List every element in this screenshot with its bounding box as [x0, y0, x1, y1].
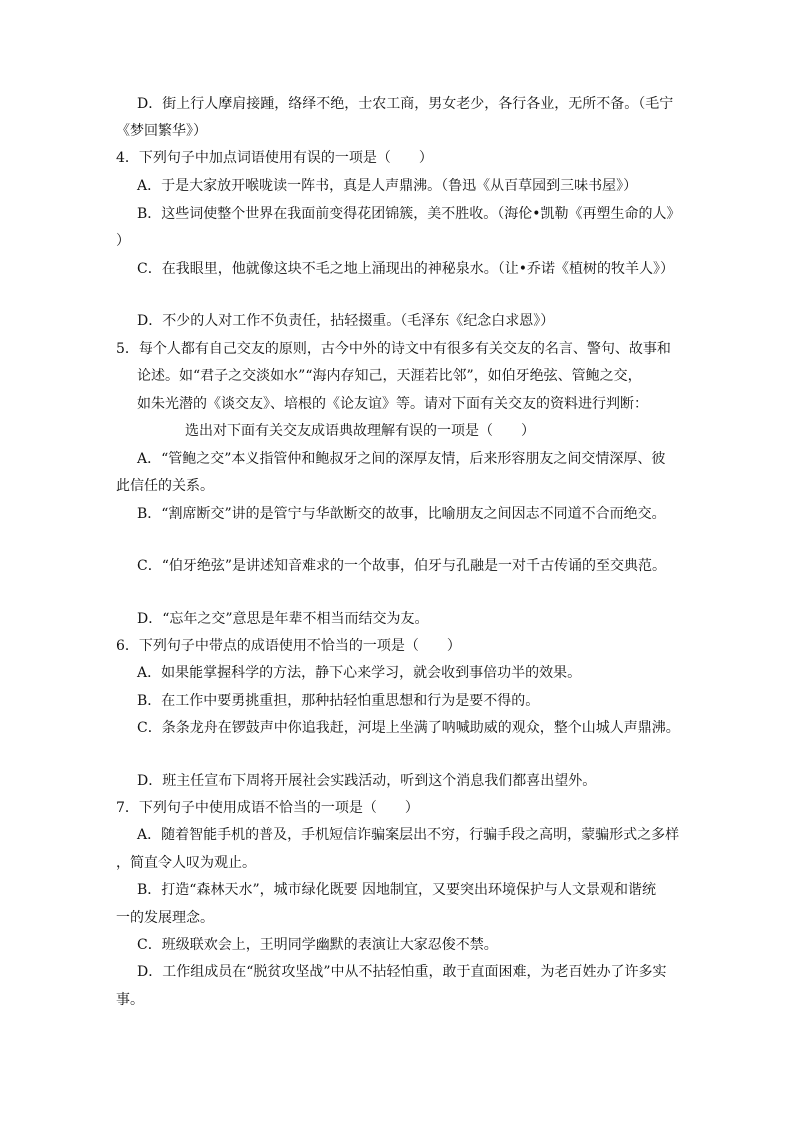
- q7-option-d-line1: D．工作组成员在“脱贫攻坚战”中从不拈轻怕重，敢于直面困难，为老百姓办了许多实: [137, 964, 667, 980]
- q5-stem-line2: 论述。如“君子之交淡如水”“海内存知己，天涯若比邻”，如伯牙绝弦、管鲍之交，: [137, 368, 642, 384]
- q4-option-d: D．不少的人对工作不负责任，拈轻掇重。（毛泽东《纪念白求恩》）: [137, 313, 555, 329]
- q5-stem-line4: 选出对下面有关交友成语典故理解有误的一项是（ ）: [185, 423, 535, 439]
- q7-stem: 7．下列句子中使用成语不恰当的一项是（ ）: [116, 800, 419, 816]
- q6-option-a: A．如果能掌握科学的方法，静下心来学习，就会收到事倍功半的效果。: [137, 665, 582, 681]
- q3-option-d-line2: 《梦回繁华》）: [116, 123, 207, 139]
- q6-option-d: D．班主任宣布下周将开展社会实践活动，听到这个消息我们都喜出望外。: [137, 773, 597, 789]
- q5-option-a-line2: 此信任的关系。: [116, 478, 214, 494]
- q3-option-d-line1: D．街上行人摩肩接踵，络绎不绝，士农工商，男女老少，各行各业，无所不备。（毛宁: [137, 96, 674, 112]
- q5-option-d: D．“忘年之交”意思是年辈不相当而结交为友。: [137, 611, 429, 627]
- q4-option-a: A．于是大家放开喉咙读一阵书，真是人声鼎沸。（鲁迅《从百草园到三味书屋》）: [137, 178, 638, 194]
- q7-option-c: C．班级联欢会上，王明同学幽默的表演让大家忍俊不禁。: [137, 937, 498, 953]
- q7-option-a-line1: A．随着智能手机的普及，手机短信诈骗案层出不穷，行骗手段之高明，蒙骗形式之多样: [137, 827, 680, 843]
- q7-option-b-line2: 一的发展理念。: [116, 910, 214, 926]
- q6-stem: 6．下列句子中带点的成语使用不恰当的一项是（ ）: [116, 638, 461, 654]
- q5-option-a-line1: A．“管鲍之交”本义指管仲和鲍叔牙之间的深厚友情，后来形容朋友之间交情深厚、彼: [137, 451, 666, 467]
- q5-option-c: C．“伯牙绝弦”是讲述知音难求的一个故事，伯牙与孔融是一对千古传诵的至交典范。: [137, 558, 667, 574]
- q7-option-d-line2: 事。: [116, 992, 144, 1008]
- q5-stem-line1: 5．每个人都有自己交友的原则，古今中外的诗文中有很多有关交友的名言、警句、故事和: [116, 341, 671, 357]
- q7-option-a-line2: ，简直令人叹为观止。: [116, 855, 256, 871]
- q4-option-b-line2: ）: [116, 233, 130, 249]
- q6-option-b: B．在工作中要勇挑重担，那种拈轻怕重思想和行为是要不得的。: [137, 693, 540, 709]
- q5-option-b: B．“割席断交”讲的是管宁与华歆断交的故事，比喻朋友之间因志不同道不合而绝交。: [137, 506, 666, 522]
- q7-option-b-line1: B．打造“森林天水”，城市绿化既要 因地制宜，又要突出环境保护与人文景观和谐统: [137, 882, 657, 898]
- q5-stem-line3: 如朱光潜的《谈交友》、培根的《论友谊》等。请对下面有关交友的资料进行判断：: [137, 396, 648, 412]
- q4-option-b-line1: B．这些词使整个世界在我面前变得花团锦簇，美不胜收。（海伦•凯勒《再塑生命的人》: [137, 206, 681, 222]
- q6-option-c: C．条条龙舟在锣鼓声中你追我赶，河堤上坐满了呐喊助威的观众，整个山城人声鼎沸。: [137, 720, 680, 736]
- q4-option-c: C．在我眼里，他就像这块不毛之地上涌现出的神秘泉水。（让•乔诺《植树的牧羊人》）: [137, 261, 674, 277]
- q4-stem: 4．下列句子中加点词语使用有误的一项是（ ）: [116, 150, 433, 166]
